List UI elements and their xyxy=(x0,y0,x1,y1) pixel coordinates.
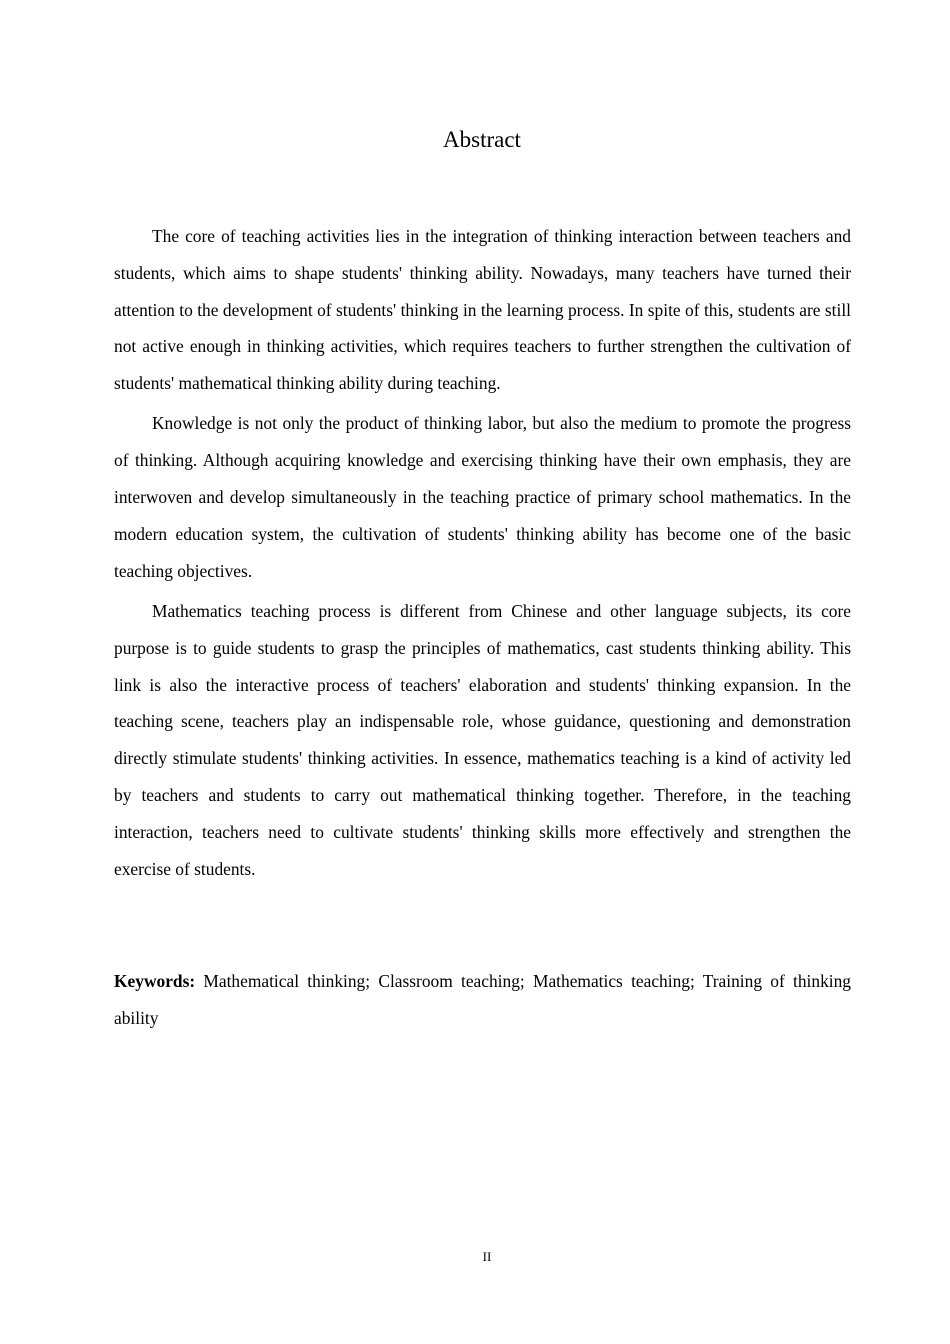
keywords-line xyxy=(114,963,851,1037)
abstract-title: Abstract xyxy=(443,127,521,152)
keywords-text: Mathematical thinking; Classroom teaching; Mathematics teaching; Training of thinking ability xyxy=(114,971,851,1028)
abstract-paragraph-1: The core of teaching activities lies in the integration of thinking interaction between teachers and students, which aims to shape students' thinking ability. Nowadays, many teachers have turned their attention to the development of students' thinking in the learning process. In spite of this, students are still not active enough in thinking activities, which requires teachers to further strengthen the cultivation of students' mathematical thinking ability during teaching. xyxy=(114,226,851,394)
abstract-paragraph-3: Mathematics teaching process is different from Chinese and other language subjects, its core purpose is to guide students to grasp the principles of mathematics, cast students thinking ability. This link is also the interactive process of teachers' elaboration and students' thinking expansion. In the teaching scene, teachers play an indispensable role, whose guidance, questioning and demonstration directly stimulate students' thinking activities. In essence, mathematics teaching is a kind of activity led by teachers and students to carry out mathematical thinking together. Therefore, in the teaching interaction, teachers need to cultivate students' thinking skills more effectively and strengthen the exercise of students. xyxy=(114,600,851,879)
keywords-label: Keywords: xyxy=(114,971,196,991)
abstract-paragraph-2: Knowledge is not only the product of thinking labor, but also the medium to promote the progress of thinking. Although acquiring knowledge and exercising thinking have their own emphasis, they are interwoven and develop simultaneously in the teaching practice of primary school mathematics. In the modern education system, the cultivation of students' thinking ability has become one of the basic teaching objectives. xyxy=(114,413,851,581)
abstract-body xyxy=(114,218,851,891)
page-number: II xyxy=(482,1249,492,1264)
